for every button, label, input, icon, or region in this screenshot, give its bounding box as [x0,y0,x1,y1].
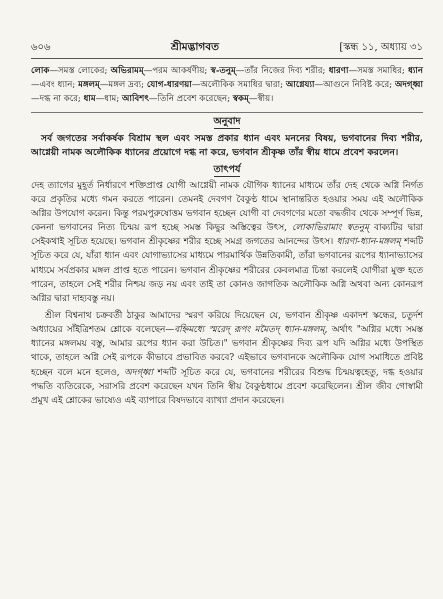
quoted-phrase: ধারণা-ধ্যান-মঙ্গলম্ [336,237,401,248]
word-for-word-glossary [31,64,423,107]
glossary-meaning: —এবং ধ্যান; [31,80,79,91]
glossary-meaning: —মঙ্গল দ্রব্য; [99,80,147,91]
glossary-term: স্ব-তনুম্ [210,66,236,76]
glossary-term: মঙ্গলম্ [78,80,100,91]
glossary-term: আবিশৎ [121,94,149,105]
glossary-meaning: —স্বীয়। [248,94,274,105]
glossary-meaning: —দগ্ধ না করে; [31,94,84,105]
quoted-verse: বহ্নিমধ্যে স্মরেদ্ রূপং মমৈতদ্ ধ্যান-মঙ্গলম্ [174,325,325,336]
page-header [31,40,423,59]
glossary-meaning: —সমস্ত লোকের; [49,66,111,76]
translation-heading: অনুবাদ [213,115,241,127]
glossary-term: ধারণা [328,66,349,76]
glossary-term: অদগ্ধ্বা [394,80,423,91]
purport-heading: তাৎপর্য [213,163,241,175]
glossary-meaning: —পরম আকর্ষণীয়; [143,66,211,76]
glossary-term: অভিরামম্ [110,66,144,76]
purport-body [31,179,423,409]
glossary-term: ধ্যান [408,66,424,76]
glossary-meaning: —তিনি প্রবেশ করেছেন; [148,94,233,105]
glossary-meaning: —অলৌকিক সমাধির দ্বারা; [191,80,286,91]
quoted-phrase: লোকাভিরামাং স্বতনুম্ [292,223,369,234]
glossary-term: ধাম [83,94,96,105]
glossary-term: স্বকম্ [232,94,249,105]
book-title: শ্রীমদ্ভাগবত [170,41,219,53]
divider [31,112,423,113]
glossary-term: যোগ-ধারণয়া [146,80,192,91]
chapter-location: [স্কন্ধ ১১, অধ্যায় ৩১ [339,42,423,53]
glossary-meaning: —তাঁর নিজের দিব্য শরীর; [235,66,329,76]
glossary-meaning: —ধাম; [95,94,122,105]
quoted-phrase: অদগ্ধ্বা [124,367,154,378]
glossary-term: লোক [31,66,50,76]
translation-text: সর্ব জগতের সর্বাকর্ষক বিশ্রাম স্থল এবং সমস্ত প্রকার ধ্যান এবং মননের বিষয়, ভগবানের দিব্য শরীর, আগ্নেয়ী নামক অলৌকিক ধ্যানের প্রয়োগে দগ্ধ না করে, ভগবান শ্রীকৃষ্ণ তাঁর স্বীয় ধামে প্রবেশ করলেন। [31,132,423,159]
glossary-meaning: —সমস্ত সমাধির; [348,66,409,76]
purport-paragraph-1: দেহ ত্যাগের মুহূর্ত নির্ধারণে শক্তিপ্রাপ্ত যোগী আগ্নেয়ী নামক যৌগিক ধ্যানের মাধ্যমে তাঁর দেহ থেকে অগ্নি নির্গত করে প্রকৃতির মধ্যে গমন করতে পারেন। তেমনই দেবগণ বৈকুণ্ঠ ধামে স্থানান্তরিত হওয়ার সময় এই অলৌকিক অগ্নির উপযোগ করেন। কিন্তু পরমপুরুষোত্তম ভগবান হচ্ছেন যোগী বা দেবগণের মতো বদ্ধজীব থেকে সম্পূর্ণ ভিন্ন, কেননা ভগবানের নিত্য চিন্ময় রূপ হচ্ছে সমস্ত কিছুর অস্তিত্বের উৎস, লোকাভিরামাং স্বতনুম্ বাক্যটির দ্বারা সেইকথাই সূচিত হয়েছে। ভগবান শ্রীকৃষ্ণের শরীর হচ্ছে সমগ্র জগতের আনন্দের উৎস। ধারণা-ধ্যান-মঙ্গলম্ শব্দটি সূচিত করে যে, যাঁরা ধ্যান এবং যোগাভ্যাসের মাধ্যমে পারমার্থিক উন্নতিকামী, তাঁরা ভগবানের রূপের ধ্যানাভ্যাসের মাধ্যমে সর্বপ্রকার মঙ্গল প্রাপ্ত হতে পারেন। ভগবান শ্রীকৃষ্ণের শরীরের কেবলমাত্র চিন্তা করলেই যোগীরা মুক্ত হতে পারেন, তাহলে সেই শরীর নিশ্চয় জড় নয় এবং তাই তা কোনও জাগতিক অলৌকিক অগ্নি অথবা অন্য কোনরূপ অগ্নির দ্বারা দাহ্যবস্তু নয়। [31,180,424,304]
glossary-term: আগ্নেয্যা [285,80,315,91]
glossary-meaning: —আগুনে নিবিষ্ট করে; [314,80,395,91]
purport-paragraph-2: শ্রীল বিশ্বনাথ চক্রবর্তী ঠাকুর আমাদের স্মরণ করিয়ে দিয়েছেন যে, ভগবান শ্রীকৃষ্ণ একাদশ স্কন্ধের, চতুর্দশ অধ্যায়ের সাঁইত্রিশতম শ্লোকে বলেছেন—বহ্নিমধ্যে স্মরেদ্ রূপং মমৈতদ্ ধ্যান-মঙ্গলম্, অর্থাৎ "অগ্নির মধ্যে সমস্ত ধ্যানের মঙ্গলময় বস্তু, আমার রূপের ধ্যান করা উচিত।" ভগবান শ্রীকৃষ্ণের দিব্য রূপ যদি অগ্নির মধ্যে উপস্থিত থাকে, তাহলে অগ্নি সেই রূপকে কীভাবে প্রভাবিত করবে? এইভাবে ভগবানকে অলৌকিক যোগ সমাধিতে প্রবিষ্ট হচ্ছেন বলে মনে হলেও, অদগ্ধ্বা শব্দটি সূচিত করে যে, ভগবানের শরীরের বিশুদ্ধ চিন্ময়ত্বহেতু, দগ্ধ হওয়ার পদ্ধতি ব্যতিরেকে, সরাসরি প্রবেশ করেছেন যখন তিনি স্বীয় বৈকুণ্ঠধামে প্রবেশ করেছিলেন। শ্রীল জীব গোস্বামী প্রমুখ এই শ্লোকের ভাষ্যেও এই ব্যাপারে বিষদভাবে ব্যাখ্যা প্রদান করেছেন। [31,311,423,406]
page-number: ৬০৬ [31,42,51,53]
